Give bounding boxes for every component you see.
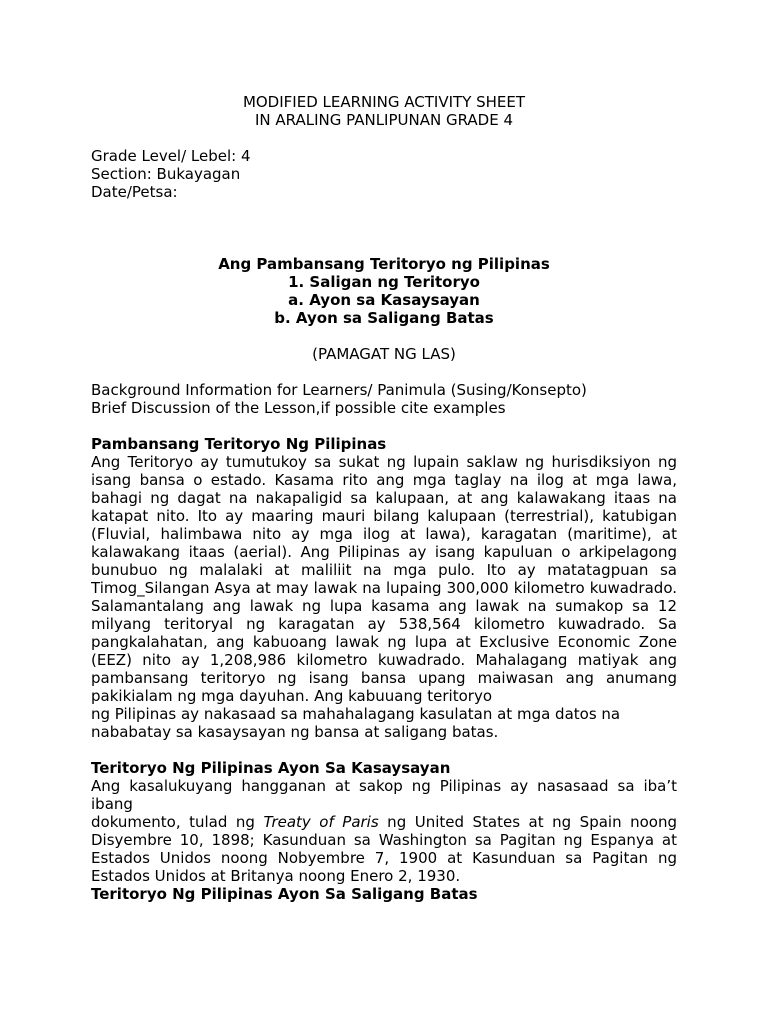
topic-block <box>91 255 677 327</box>
topic-item-1: 1. Saligan ng Teritoryo <box>288 273 480 291</box>
section-ayon-sa-kasaysayan <box>91 759 677 885</box>
body-text-post: ng United States at ng Spain noong Disyembre 10, 1898; Kasunduan sa Washington sa Pagitan ng Espanya at Estados Unidos noong Nobyembre 7, 1900 at Kasunduan sa Pagitan ng Estados Unidos at Britanya noong Enero 2, 1930. <box>91 813 677 885</box>
section-ayon-sa-saligang-batas <box>91 885 677 903</box>
grade-level: Grade Level/ Lebel: 4 <box>91 147 251 165</box>
section-body-tail-1: ng Pilipinas ay nakasaad sa mahahalagang kasulatan at mga datos na <box>91 705 621 723</box>
section-heading: Teritoryo Ng Pilipinas Ayon Sa Saligang Batas <box>91 885 478 903</box>
section-heading: Pambansang Teritoryo Ng Pilipinas <box>91 435 387 453</box>
document-title <box>91 93 677 129</box>
section-heading: Teritoryo Ng Pilipinas Ayon Sa Kasaysayan <box>91 759 451 777</box>
topic-item-a: a. Ayon sa Kasaysayan <box>288 291 480 309</box>
background-line-2: Brief Discussion of the Lesson,if possible cite examples <box>91 399 506 417</box>
background-line-1: Background Information for Learners/ Panimula (Susing/Konsepto) <box>91 381 587 399</box>
body-text-pre: dokumento, tulad ng <box>91 813 264 831</box>
date-field: Date/Petsa: <box>91 183 178 201</box>
section-body: Ang Teritoryo ay tumutukoy sa sukat ng lupain saklaw ng hurisdiksiyon ng isang bansa o estado. Kasama rito ang mga taglay na ilog at mga lawa, bahagi ng dagat na nakapaligid sa kalupaan, at ang kalawakang itaas na katapat nito. Ito ay maaring mauri bilang kalupaan (terrestrial), katubigan (Fluvial, halimbawa nito ay mga ilog at lawa), karagatan (maritime), at kalawakang itaas (aerial). Ang Pilipinas ay isang kapuluan o arkipelagong bunubuo ng malalaki at maliliit na mga pulo. Ito ay matatagpuan sa Timog_Silangan Asya at may lawak na lupaing 300,000 kilometro kuwadrado. Salamantalang ang lawak ng lupa kasama ang lawak na sumakop sa 12 milyang teritoryal ng karagatan ay 538,564 kilometro kuwadrado. Sa pangkalahatan, ang kabuoang lawak ng lupa at Exclusive Economic Zone (EEZ) nito ay 1,208,986 kilometro kuwadrado. Mahalagang matiyak ang pambansang teritoryo ng isang bansa upang maiwasan ang anumang pakikialam ng mga dayuhan. Ang kabuuang teritoryo <box>91 453 677 705</box>
topic-item-b: b. Ayon sa Saligang Batas <box>274 309 494 327</box>
section-body-2 <box>91 813 677 885</box>
section-body-tail-2: nababatay sa kasaysayan ng bansa at saligang batas. <box>91 723 499 741</box>
section-body-1: Ang kasalukuyang hangganan at sakop ng Pilipinas ay nasasaad sa iba’t ibang <box>91 777 677 813</box>
section-name: Section: Bukayagan <box>91 165 241 183</box>
title-line-1: MODIFIED LEARNING ACTIVITY SHEET <box>242 93 526 111</box>
document-page <box>91 93 677 903</box>
topic-title: Ang Pambansang Teritoryo ng Pilipinas <box>218 255 550 273</box>
info-block <box>91 147 677 201</box>
treaty-of-paris-text: Treaty of Paris <box>263 813 379 831</box>
pamagat-label: (PAMAGAT NG LAS) <box>312 345 456 363</box>
background-block <box>91 381 677 417</box>
title-line-2: IN ARALING PANLIPUNAN GRADE 4 <box>254 111 514 129</box>
section-pambansang-teritoryo <box>91 435 677 741</box>
